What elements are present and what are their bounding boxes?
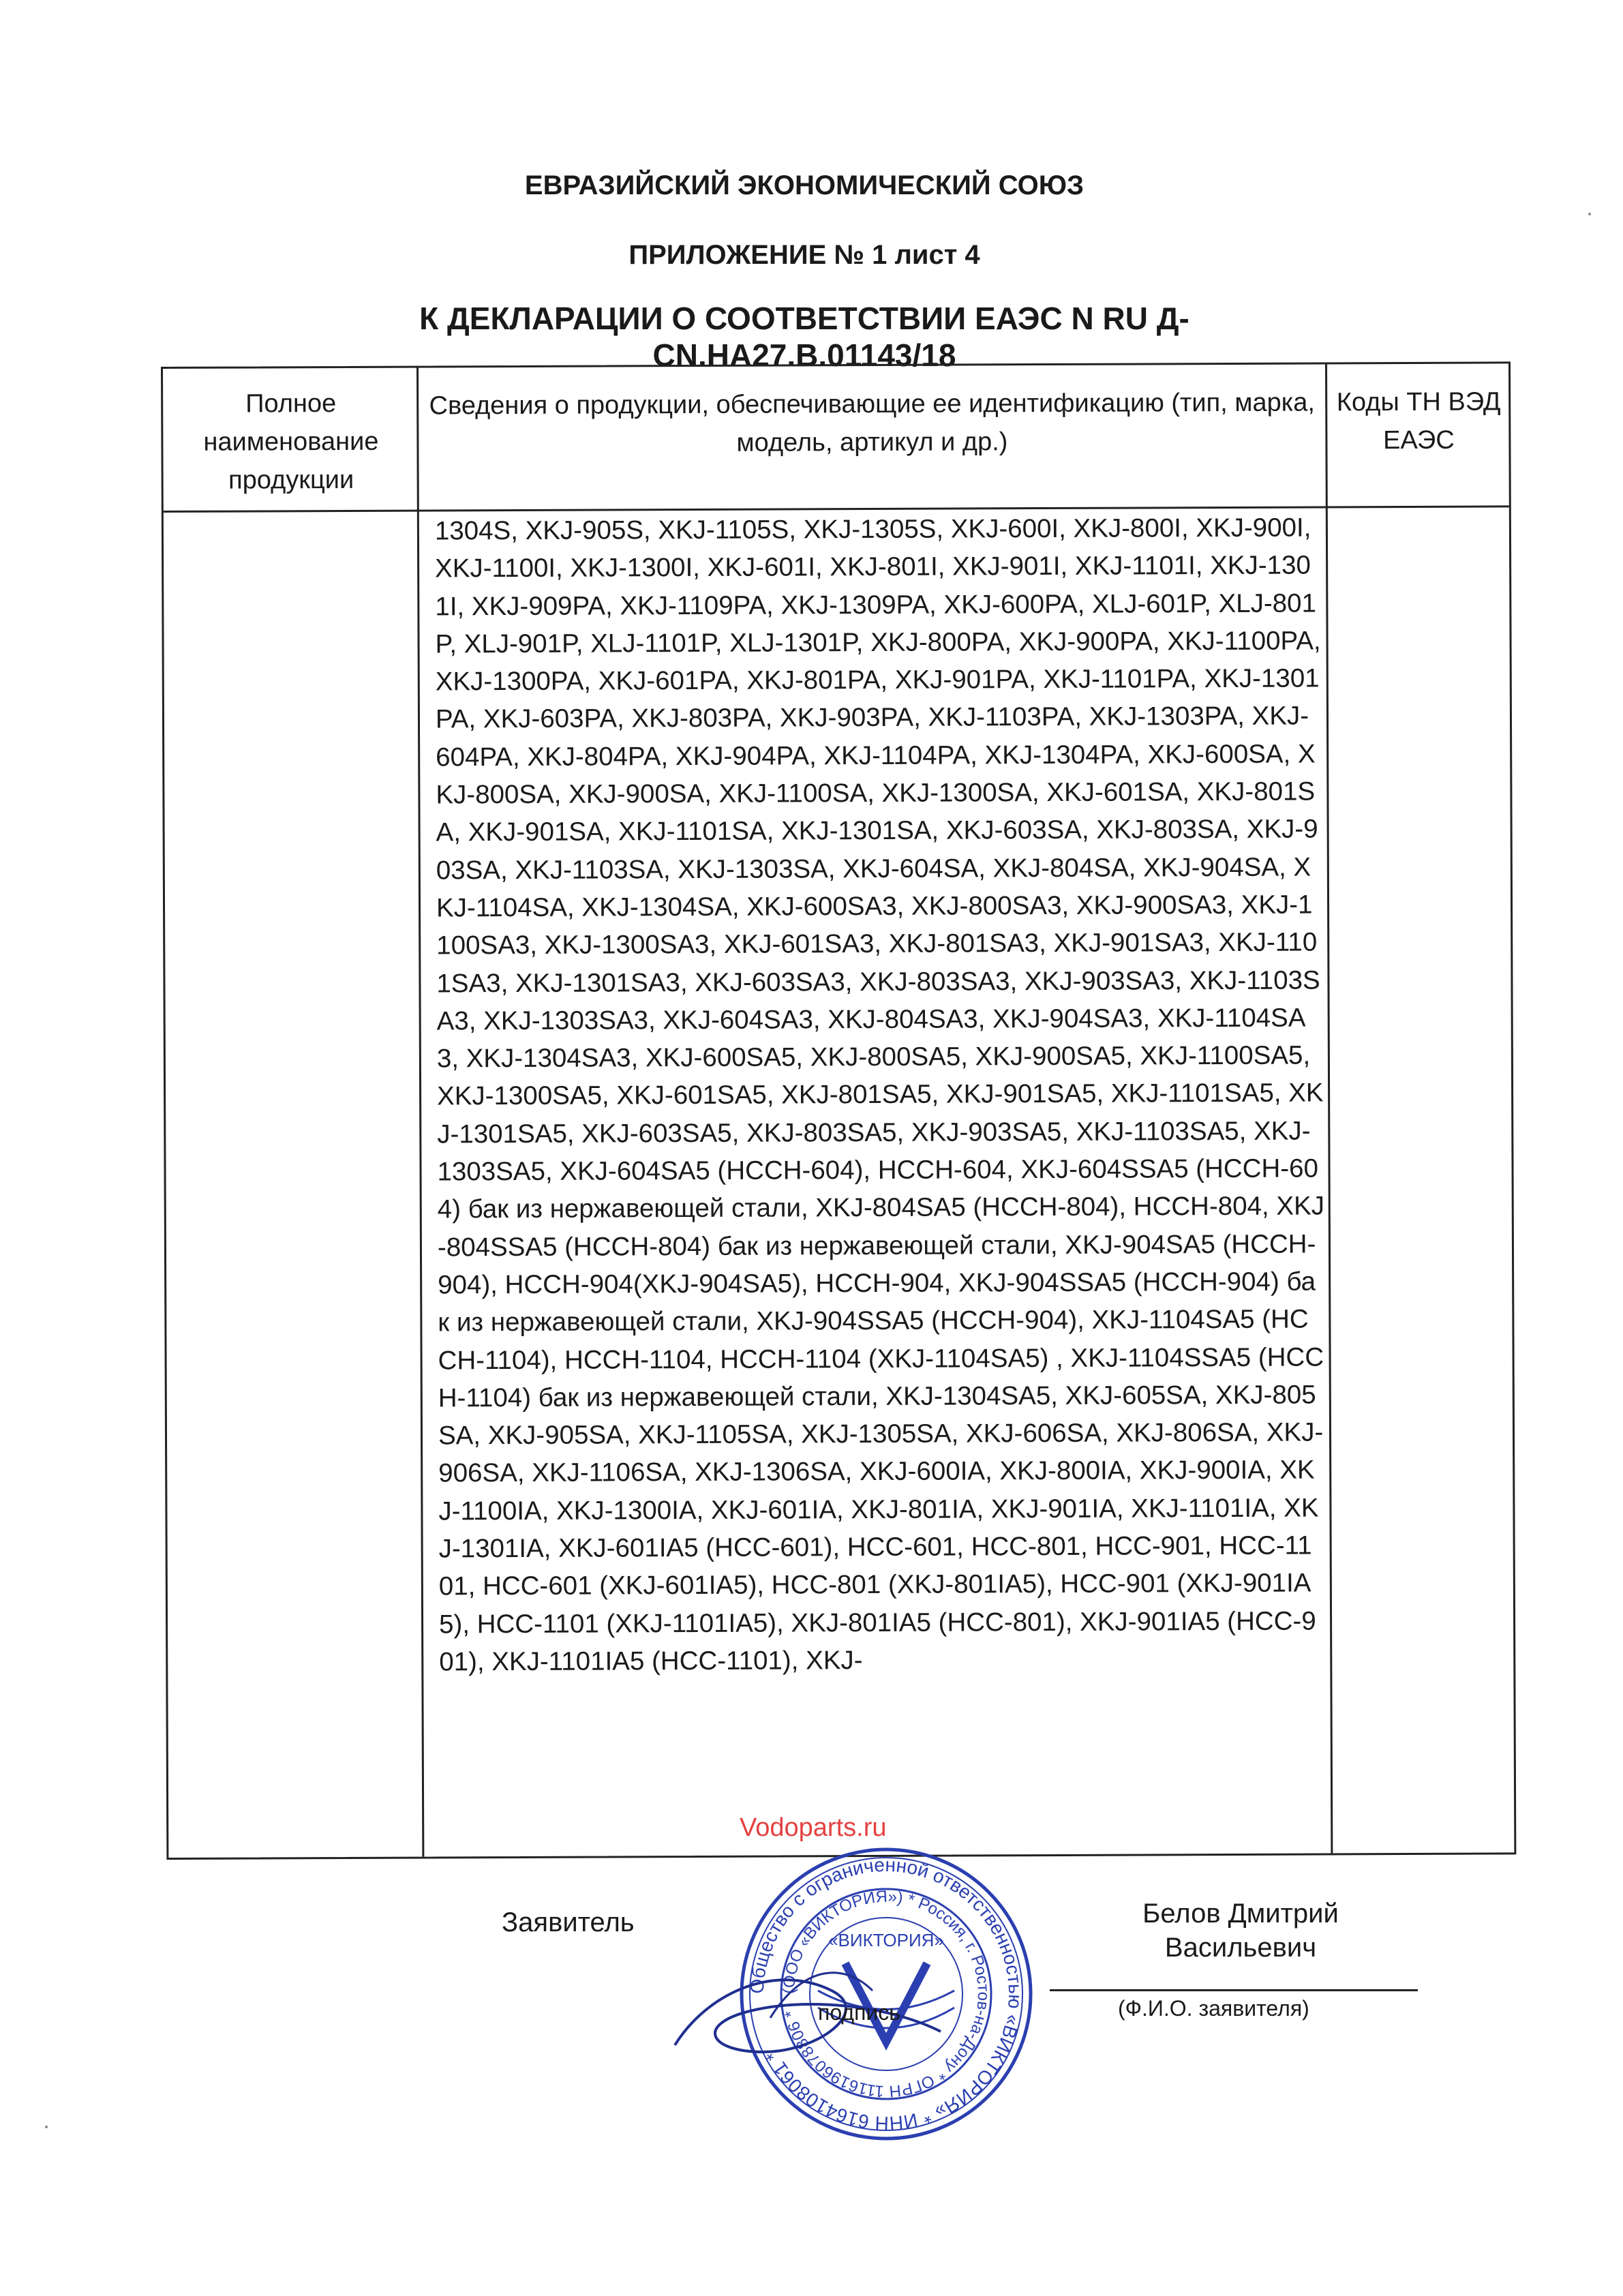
signature-line [1050,1989,1418,1991]
watermark: Vodoparts.ru [740,1813,887,1842]
codes-column [1325,363,1516,1853]
name-column [163,368,424,1858]
column-header-codes: Коды ТН ВЭД ЕАЭС [1336,387,1501,455]
seal-center-text: «ВИКТОРИЯ» [828,1930,944,1950]
appendix-title: ПРИЛОЖЕНИЕ № 1 лист 4 [628,240,980,270]
scan-speck [1588,213,1591,215]
scan-speck [45,2126,48,2128]
signature-label: подпись [818,2000,900,2025]
product-table [161,361,1516,1860]
union-title: ЕВРАЗИЙСКИЙ ЭКОНОМИЧЕСКИЙ СОЮЗ [524,170,1084,200]
applicant-label: Заявитель [502,1907,635,1937]
applicant-name: Белов Дмитрий Васильевич [1142,1899,1339,1963]
product-info-cell: 1304S, XKJ-905S, XKJ-1105S, XKJ-1305S, XKJ-600I, XKJ-800I, XKJ-900I, XKJ-1100I, XKJ-1300I, XKJ-601I, XKJ-801I, XKJ-901I, XKJ-1101I, XKJ-1301I, XKJ-909PA, XKJ-1109PA, XKJ-1309PA, XKJ-600PA, XLJ-601P, XLJ-801P, XLJ-901P, XLJ-1101P, XLJ-1301P, XKJ-800PA, XKJ-900PA, XKJ-1100PA, XKJ-1300PA, XKJ-601PA, XKJ-801PA, XKJ-901PA, XKJ-1101PA, XKJ-1301PA, XKJ-603PA, XKJ-803PA, XKJ-903PA, XKJ-1103PA, XKJ-1303PA, XKJ-604PA, XKJ-804PA, XKJ-904PA, XKJ-1104PA, XKJ-1304PA, XKJ-600SA, XKJ-800SA, XKJ-900SA, XKJ-1100SA, XKJ-1300SA, XKJ-601SA, XKJ-801SA, XKJ-901SA, XKJ-1101SA, XKJ-1301SA, XKJ-603SA, XKJ-803SA, XKJ-903SA, XKJ-1103SA, XKJ-1303SA, XKJ-604SA, XKJ-804SA, XKJ-904SA, XKJ-1104SA, XKJ-1304SA, XKJ-600SA3, XKJ-800SA3, XKJ-900SA3, XKJ-1100SA3, XKJ-1300SA3, XKJ-601SA3, XKJ-801SA3, XKJ-901SA3, XKJ-1101SA3, XKJ-1301SA3, XKJ-603SA3, XKJ-803SA3, XKJ-903SA3, XKJ-1103SA3, XKJ-1303SA3, XKJ-604SA3, XKJ-804SA3, XKJ-904SA3, XKJ-1104SA3, XKJ-1304SA3, XKJ-600SA5, XKJ-800SA5, XKJ-900SA5, XKJ-1100SA5, XKJ-1300SA5, XKJ-601SA5, XKJ-801SA5, XKJ-901SA5, XKJ-1101SA5, XKJ-1301SA5, XKJ-603SA5, XKJ-803SA5, XKJ-903SA5, XKJ-1103SA5, XKJ-1303SA5, XKJ-604SA5 (HCCH-604), HCCH-604, XKJ-604SSA5 (HCCH-604) бак из нержавеющей стали, XKJ-804SA5 (HCCH-804), HCCH-804, XKJ-804SSA5 (HCCH-804) бак из нержавеющей стали, XKJ-904SA5 (HCCH-904), HCCH-904(XKJ-904SA5), HCCH-904, XKJ-904SSA5 (HCCH-904) бак из нержавеющей стали, XKJ-904SSA5 (HCCH-904), XKJ-1104SA5 (HCCH-1104), HCCH-1104, HCCH-1104 (XKJ-1104SA5) , XKJ-1104SSA5 (HCCH-1104) бак из нержавеющей стали, XKJ-1304SA5, XKJ-605SA, XKJ-805SA, XKJ-905SA, XKJ-1105SA, XKJ-1305SA, XKJ-606SA, XKJ-806SA, XKJ-906SA, XKJ-1106SA, XKJ-1306SA, XKJ-600IA, XKJ-800IA, XKJ-900IA, XKJ-1100IA, XKJ-1300IA, XKJ-601IA, XKJ-801IA, XKJ-901IA, XKJ-1101IA, XKJ-1301IA, XKJ-601IA5 (HCC-601), HCC-601, HCC-801, HCC-901, HCC-1101, HCC-601 (XKJ-601IA5), HCC-801 (XKJ-801IA5), HCC-901 (XKJ-901IA5), HCC-1101 (XKJ-1101IA5), XKJ-801IA5 (HCC-801), XKJ-901IA5 (HCC-901), XKJ-1101IA5 (HCC-1101), XKJ- [434,513,1325,1677]
handwritten-signature [668,1950,954,2072]
seal-outer-text: Общество с ограниченной ответственностью «ВИКТОРИЯ» * ИНН 6164108061 * [746,1854,1027,2134]
column-header-name: Полное наименование продукции [203,389,379,495]
seal-inner-text: (ООО «ВИКТОРИЯ») * Россия, г. Ростов-на-Дону * ОГРН 1116196078806 * [779,1887,993,2101]
declaration-title: К ДЕКЛАРАЦИИ О СООТВЕТСТВИИ ЕАЭС N RU Д-CN.НА27.В.01143/18 [419,301,1189,373]
column-header-info: Сведения о продукции, обеспечивающие ее идентификацию (тип, марка, модель, артикул и др.) [429,388,1315,457]
fio-caption: (Ф.И.О. заявителя) [1118,1996,1309,2021]
